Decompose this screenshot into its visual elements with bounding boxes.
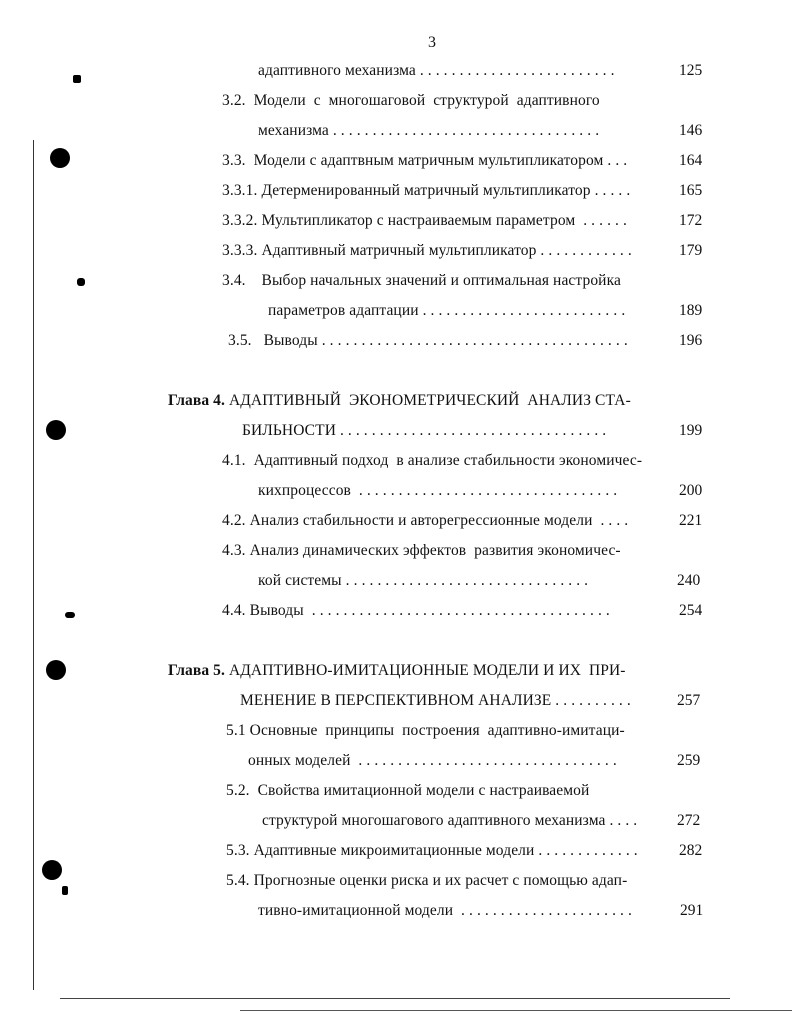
toc-page-number: 146: [679, 122, 703, 139]
toc-entry-text: 5.4. Прогнозные оценки риска и их расчет с помощью адап-: [226, 872, 628, 889]
punch-hole: [46, 660, 66, 680]
toc-entry-text: 3.3.1. Детерменированный матричный мультипликатор . . . . .: [222, 182, 631, 199]
toc-entry-text: БИЛЬНОСТИ . . . . . . . . . . . . . . . . . . . . . . . . . . . . . . . . . .: [242, 422, 607, 439]
chapter-label: Глава 4.: [168, 392, 225, 409]
chapter-heading: [168, 661, 626, 681]
bottom-rule: [60, 998, 730, 999]
toc-entry-text: 3.2. Модели с многошаговой структурой адаптивного: [222, 92, 600, 109]
toc-entry-text: механизма . . . . . . . . . . . . . . . . . . . . . . . . . . . . . . . . . .: [258, 122, 600, 139]
toc-entry-text: 3.4. Выбор начальных значений и оптимальная настройка: [222, 272, 621, 289]
toc-page-number: 164: [679, 152, 703, 169]
toc-entry-text: 3.3.2. Мультипликатор с настраиваемым параметром . . . . . .: [222, 212, 627, 229]
toc-entry-text: структурой многошагового адаптивного механизма . . . .: [262, 812, 638, 829]
toc-entry-text: 5.2. Свойства имитационной модели с настраиваемой: [226, 782, 590, 799]
toc-entry-text: кихпроцессов . . . . . . . . . . . . . . . . . . . . . . . . . . . . . . . . .: [258, 482, 618, 499]
toc-page-number: 189: [679, 302, 703, 319]
toc-page-number: 172: [679, 212, 703, 229]
toc-page-number: 221: [679, 512, 703, 529]
bottom-rule-2: [240, 1010, 792, 1011]
toc-page-number: 272: [677, 812, 701, 829]
punch-hole: [50, 148, 70, 168]
page-number: 3: [428, 34, 436, 51]
toc-page-number: 196: [679, 332, 703, 349]
toc-entry-text: 5.1 Основные принципы построения адаптивно-имитаци-: [226, 722, 625, 739]
page-edge-line: [33, 140, 34, 990]
scan-speck: [62, 886, 68, 895]
toc-entry-text: 4.3. Анализ динамических эффектов развития экономичес-: [222, 542, 621, 559]
toc-entry-text: онных моделей . . . . . . . . . . . . . . . . . . . . . . . . . . . . . . . . .: [248, 752, 617, 769]
toc-entry-text: 3.3.3. Адаптивный матричный мультипликатор . . . . . . . . . . . .: [222, 242, 632, 259]
toc-page-number: 200: [679, 482, 703, 499]
punch-hole: [46, 420, 66, 440]
toc-entry-text: 4.4. Выводы . . . . . . . . . . . . . . . . . . . . . . . . . . . . . . . . . . . . . .: [222, 602, 610, 619]
toc-entry-text: МЕНЕНИЕ В ПЕРСПЕКТИВНОМ АНАЛИЗЕ . . . . . . . . . .: [240, 692, 631, 709]
scan-speck: [77, 278, 85, 286]
scan-speck: [65, 612, 75, 618]
toc-entry-text: 5.3. Адаптивные микроимитационные модели . . . . . . . . . . . . .: [226, 842, 638, 859]
toc-entry-text: 3.3. Модели с адаптвным матричным мультипликатором . . .: [222, 152, 628, 169]
toc-page-number: 282: [679, 842, 703, 859]
toc-page-number: 254: [679, 602, 703, 619]
toc-page-number: 291: [680, 902, 704, 919]
toc-entry-text: параметров адаптации . . . . . . . . . . . . . . . . . . . . . . . . . .: [268, 302, 626, 319]
toc-page-number: 259: [677, 752, 701, 769]
toc-entry-text: адаптивного механизма . . . . . . . . . . . . . . . . . . . . . . . . .: [258, 62, 615, 79]
chapter-title: АДАПТИВНЫЙ ЭКОНОМЕТРИЧЕСКИЙ АНАЛИЗ СТА-: [224, 392, 631, 409]
chapter-title: АДАПТИВНО-ИМИТАЦИОННЫЕ МОДЕЛИ И ИХ ПРИ-: [224, 662, 626, 679]
toc-page-number: 165: [679, 182, 703, 199]
toc-entry-text: 3.5. Выводы . . . . . . . . . . . . . . . . . . . . . . . . . . . . . . . . . . . . . . .: [228, 332, 628, 349]
toc-page-number: 240: [677, 572, 701, 589]
punch-hole: [42, 860, 62, 880]
toc-entry-text: кой системы . . . . . . . . . . . . . . . . . . . . . . . . . . . . . . .: [258, 572, 589, 589]
toc-page-number: 199: [679, 422, 703, 439]
chapter-label: Глава 5.: [168, 662, 225, 679]
chapter-heading: [168, 391, 631, 411]
toc-entry-text: 4.1. Адаптивный подход в анализе стабильности экономичес-: [222, 452, 643, 469]
toc-entry-text: тивно-имитационной модели . . . . . . . . . . . . . . . . . . . . . .: [258, 902, 632, 919]
toc-page-number: 179: [679, 242, 703, 259]
scan-speck: [73, 75, 81, 83]
toc-page-number: 257: [677, 692, 701, 709]
toc-page-number: 125: [679, 62, 703, 79]
toc-entry-text: 4.2. Анализ стабильности и авторегрессионные модели . . . .: [222, 512, 629, 529]
